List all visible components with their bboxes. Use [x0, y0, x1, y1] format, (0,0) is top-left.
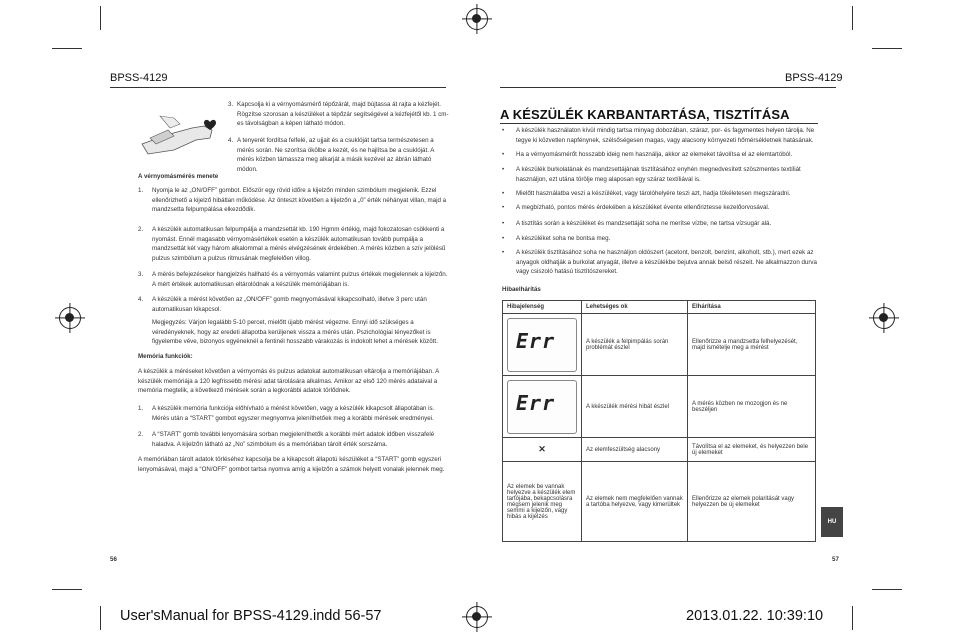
lcd-error-text: Err — [516, 328, 556, 353]
model-label-left: BPSS-4129 — [110, 72, 168, 84]
table-row — [503, 376, 816, 438]
table-cell — [503, 314, 582, 376]
step-text: Nyomja le az „ON/OFF” gombot. Először egy rövid időre a kijelzőn minden szimbólum megjelenik. Ezzel ellenőrizhető a kijelző hibátlan működése. Az önteszt követően a kijelzőn a „0” érték néhányat villan, majd a mandzsetta felpumpálása elkezdődik. — [152, 187, 447, 214]
table-cell — [503, 376, 582, 438]
step-number: 4. — [138, 296, 144, 303]
column-header: Elhárítása — [688, 301, 816, 314]
section-heading: Memória funkciók: — [138, 353, 193, 360]
step-text: A készülék automatikusan felpumpálja a mandzsettát kb. 190 Hgmm értékig, majd fokozatosan csökkenti a nyomást. Ennél magasabb vérnyomásértékek esetén a készülék automatikusan tovább pumpálja a mandzsettát két vagy három alkalommal a mérés elvégzésének érdekében. A mérés közben a szív jelölésű pulzus szimbólum a pulzus ritmusának megfelelően villog. — [152, 226, 446, 262]
list-item — [502, 248, 818, 278]
crop-mark — [52, 48, 82, 49]
step-text: A tenyerét fordítsa felfelé, az ujjait és a csuklóját tartsa természetesen a mérés során. Ne szorítsa ökölbe a kezét, és ne hajlítsa be a csuklóját. A mérés közben támassza meg alkarját a másik kezével az ábrán látható módon. — [237, 137, 435, 173]
low-battery-icon: ✕ — [503, 438, 582, 462]
registration-mark-icon — [873, 307, 895, 329]
bullet-icon: • — [502, 166, 505, 173]
column-header: Lehetséges ok — [582, 301, 688, 314]
table-cell: Ellenőrizze az elemek polaritását vagy helyezzen be új elemeket — [688, 462, 816, 542]
title-rule — [500, 123, 818, 124]
troubleshooting-table — [502, 300, 816, 542]
step-number: 4. — [228, 137, 234, 144]
bullet-icon: • — [502, 249, 505, 256]
paragraph: A memóriában tárolt adatok törléséhez kapcsolja be a kikapcsolt állapotú készüléket a “START” gomb egyszeri lenyomásával, majd a “ON/OFF” gombot tartsa nyomva amíg a kijelzőn a számok helyett vonalak jelennek meg. — [138, 456, 445, 473]
list-item-text: A tisztítás során a készüléket és mandzsettáját soha ne merítse vízbe, ne tartsa vízsugár alá. — [516, 220, 772, 227]
bullet-icon: • — [502, 220, 505, 227]
table-cell: A készülék a felpimpálás során problémát észlel — [582, 314, 688, 376]
list-item — [502, 203, 818, 213]
header-rule-right — [500, 87, 836, 88]
paragraph: A készülék a méréseket követően a vérnyomás és pulzus adatokat automatikusan eltárolja a memóriájában. A készülék memóriája a 120 legfrissebb mérési adat tárolására alkalmas. Amikor az első 120 mérés adataival a memória megtelik, a következő mérések során a legkorábbi adatok törlődnek. — [138, 368, 439, 395]
table-cell: Az elemek be vannak helyezve a készülék elem tartójába, bekapcsolásra mégsem jelenik meg semmi a kijelzőn, vagy hibás a kijelzés — [503, 462, 582, 542]
wrist-illustration — [140, 108, 220, 158]
table-row — [503, 314, 816, 376]
step-number: 1. — [138, 187, 144, 194]
registration-mark-icon — [466, 606, 488, 628]
bullet-icon: • — [502, 127, 505, 134]
list-item-text: A készülék használaton kívül mindig tartsa minyag dobozában, száraz, por- és fagymentes helyen tárolja. Ne tegye ki közvetlen napfénynek, szélsőségesen magas, vagy alacsony környezeti hőmérsékletnek hatásának. — [516, 127, 815, 144]
registration-mark-icon — [59, 307, 81, 329]
step-number: 3. — [228, 101, 234, 108]
print-datetime: 2013.01.22. 10:39:10 — [686, 608, 824, 624]
list-item-text: A megbízható, pontos mérés érdekében a készüléket évente ellenőriztesse kezelőorvosával. — [516, 204, 770, 211]
table-cell: A mérés közben ne mozogjon és ne beszéljen — [688, 376, 816, 438]
list-item-text: Mielőtt használatba veszi a készüléket, vagy tárolóhelyére teszi azt, hadja tökéletesen megszáradni. — [516, 190, 791, 197]
lcd-display-icon — [507, 318, 577, 372]
list-item-text: A készüléket soha ne bontsa meg. — [516, 235, 611, 242]
step-number: 2. — [138, 431, 144, 438]
lcd-display-icon — [507, 380, 577, 434]
table-cell: Ellenőrizze a mandzsetta felhelyezését, majd ismételje meg a mérést — [688, 314, 816, 376]
step-text: A készülék a mérést követően az „ON/OFF” gomb megnyomásával kikapcsolható, illetve 3 perc után automatikusan kikapcsol. — [152, 296, 427, 313]
list-item-text: A készülék burkolatának és mandzsettájának tisztításához enyhén megnedvesített szöszmentes textíliát használjon, ezt utána törölje meg alaposan egy száraz textíliával is. — [516, 166, 801, 183]
step-number: 3. — [138, 271, 144, 278]
page-number: 56 — [110, 556, 117, 563]
section-heading: A vérnyomásmérés menete — [138, 173, 219, 180]
bullet-icon: • — [502, 190, 505, 197]
crop-mark — [872, 589, 902, 590]
note-text: Megjegyzés: Várjon legalább 5-10 percet, mielőtt újabb mérést végezne. Ennyi idő szükséges a véredényeknek, hogy az eredeti állapotba kerüljenek vissza a mérés után. Pszichológiai tényezőket is figyelembe véve, bizonyos egyéneknél a fentinél hosszabb várakozás is indokolt lehet a mérések között. — [152, 319, 438, 346]
crop-mark — [852, 6, 853, 30]
section-heading: Hibaelhárítás — [502, 286, 541, 293]
list-item — [502, 189, 818, 199]
crop-mark — [872, 48, 902, 49]
table-cell: Az elemfeszültség alacsony — [582, 438, 688, 462]
section-title: A KÉSZÜLÉK KARBANTARTÁSA, TISZTÍTÁSA — [500, 107, 790, 122]
lcd-error-text: Err — [516, 390, 556, 415]
bullet-icon: • — [502, 204, 505, 211]
crop-mark — [52, 589, 82, 590]
bullet-icon: • — [502, 151, 505, 158]
table-cell: Távolítsa el az elemeket, és helyezzen bele új elemeket — [688, 438, 816, 462]
column-header: Hibajelenség — [503, 301, 582, 314]
step-text: A “START” gomb további lenyomására sorban megjeleníthetők a korábbi mért adatok időben visszafelé haladva. A kijelzőn látható az „No” szimbólum és a memóriában tárolt érték sorszáma. — [152, 431, 435, 448]
step-text: A mérés befejezésekor hangjelzés hallható és a vérnyomás valamint pulzus értékek megjelennek a kijelzőn. A mért értékek automatikusan eltárolódnak a készülék memóriájában is. — [152, 271, 448, 288]
language-tab: HU — [821, 507, 843, 537]
page-number: 57 — [832, 556, 839, 563]
list-item-text: Ha a vérnyomásmérőt hosszabb ideig nem használja, akkor az elemeket távolítsa el az elemtartóból. — [516, 151, 793, 158]
list-item — [502, 219, 818, 229]
step-number: 2. — [138, 226, 144, 233]
step-text: Kapcsolja ki a vérnyomásmérő tépőzárát, majd bújtassa át rajta a kézfejét. Rögzítse szorosan a készüléket a tépőzár segítségével a kézfejétől kb. 1 cm-es távolságban a képen látható módon. — [237, 101, 449, 128]
crop-mark — [100, 6, 101, 30]
table-row — [503, 462, 816, 542]
list-item — [502, 234, 818, 244]
step-number: 1. — [138, 405, 144, 412]
list-item — [502, 165, 818, 185]
table-cell: Az elemek nem megfelelően vannak a tartóba helyezve, vagy kimerültek — [582, 462, 688, 542]
list-item-text: A készülék tisztításához soha ne használjon oldószert (acetont, benzolt, benzint, alkoholt, stb.), mert ezek az anyagok oldhatják a burkolat anyagát, illetve a készülékbe bejutva annak belső részeit. Ne alkalmazzon durva vagy csiszoló hatású tisztítószereket. — [516, 249, 817, 276]
table-header-row — [503, 301, 816, 314]
header-rule-left — [110, 87, 446, 88]
file-info: User'sManual for BPSS-4129.indd 56-57 — [120, 608, 382, 624]
list-item — [502, 150, 818, 160]
crop-mark — [100, 606, 101, 630]
table-cell: A kkészülék mérési hibát észlel — [582, 376, 688, 438]
bullet-icon: • — [502, 235, 505, 242]
list-item — [502, 126, 818, 146]
registration-mark-icon — [466, 8, 488, 30]
crop-mark — [852, 606, 853, 630]
step-text: A készülék memória funkciója előhívható a mérést követően, vagy a készülék kikapcsolt állapotában is. Mérés után a “START” gombot egyszer megnyomva jeleníthetőek meg a korábbi mérések eredményei. — [152, 405, 435, 422]
table-row — [503, 438, 816, 462]
model-label-right: BPSS-4129 — [785, 72, 843, 84]
